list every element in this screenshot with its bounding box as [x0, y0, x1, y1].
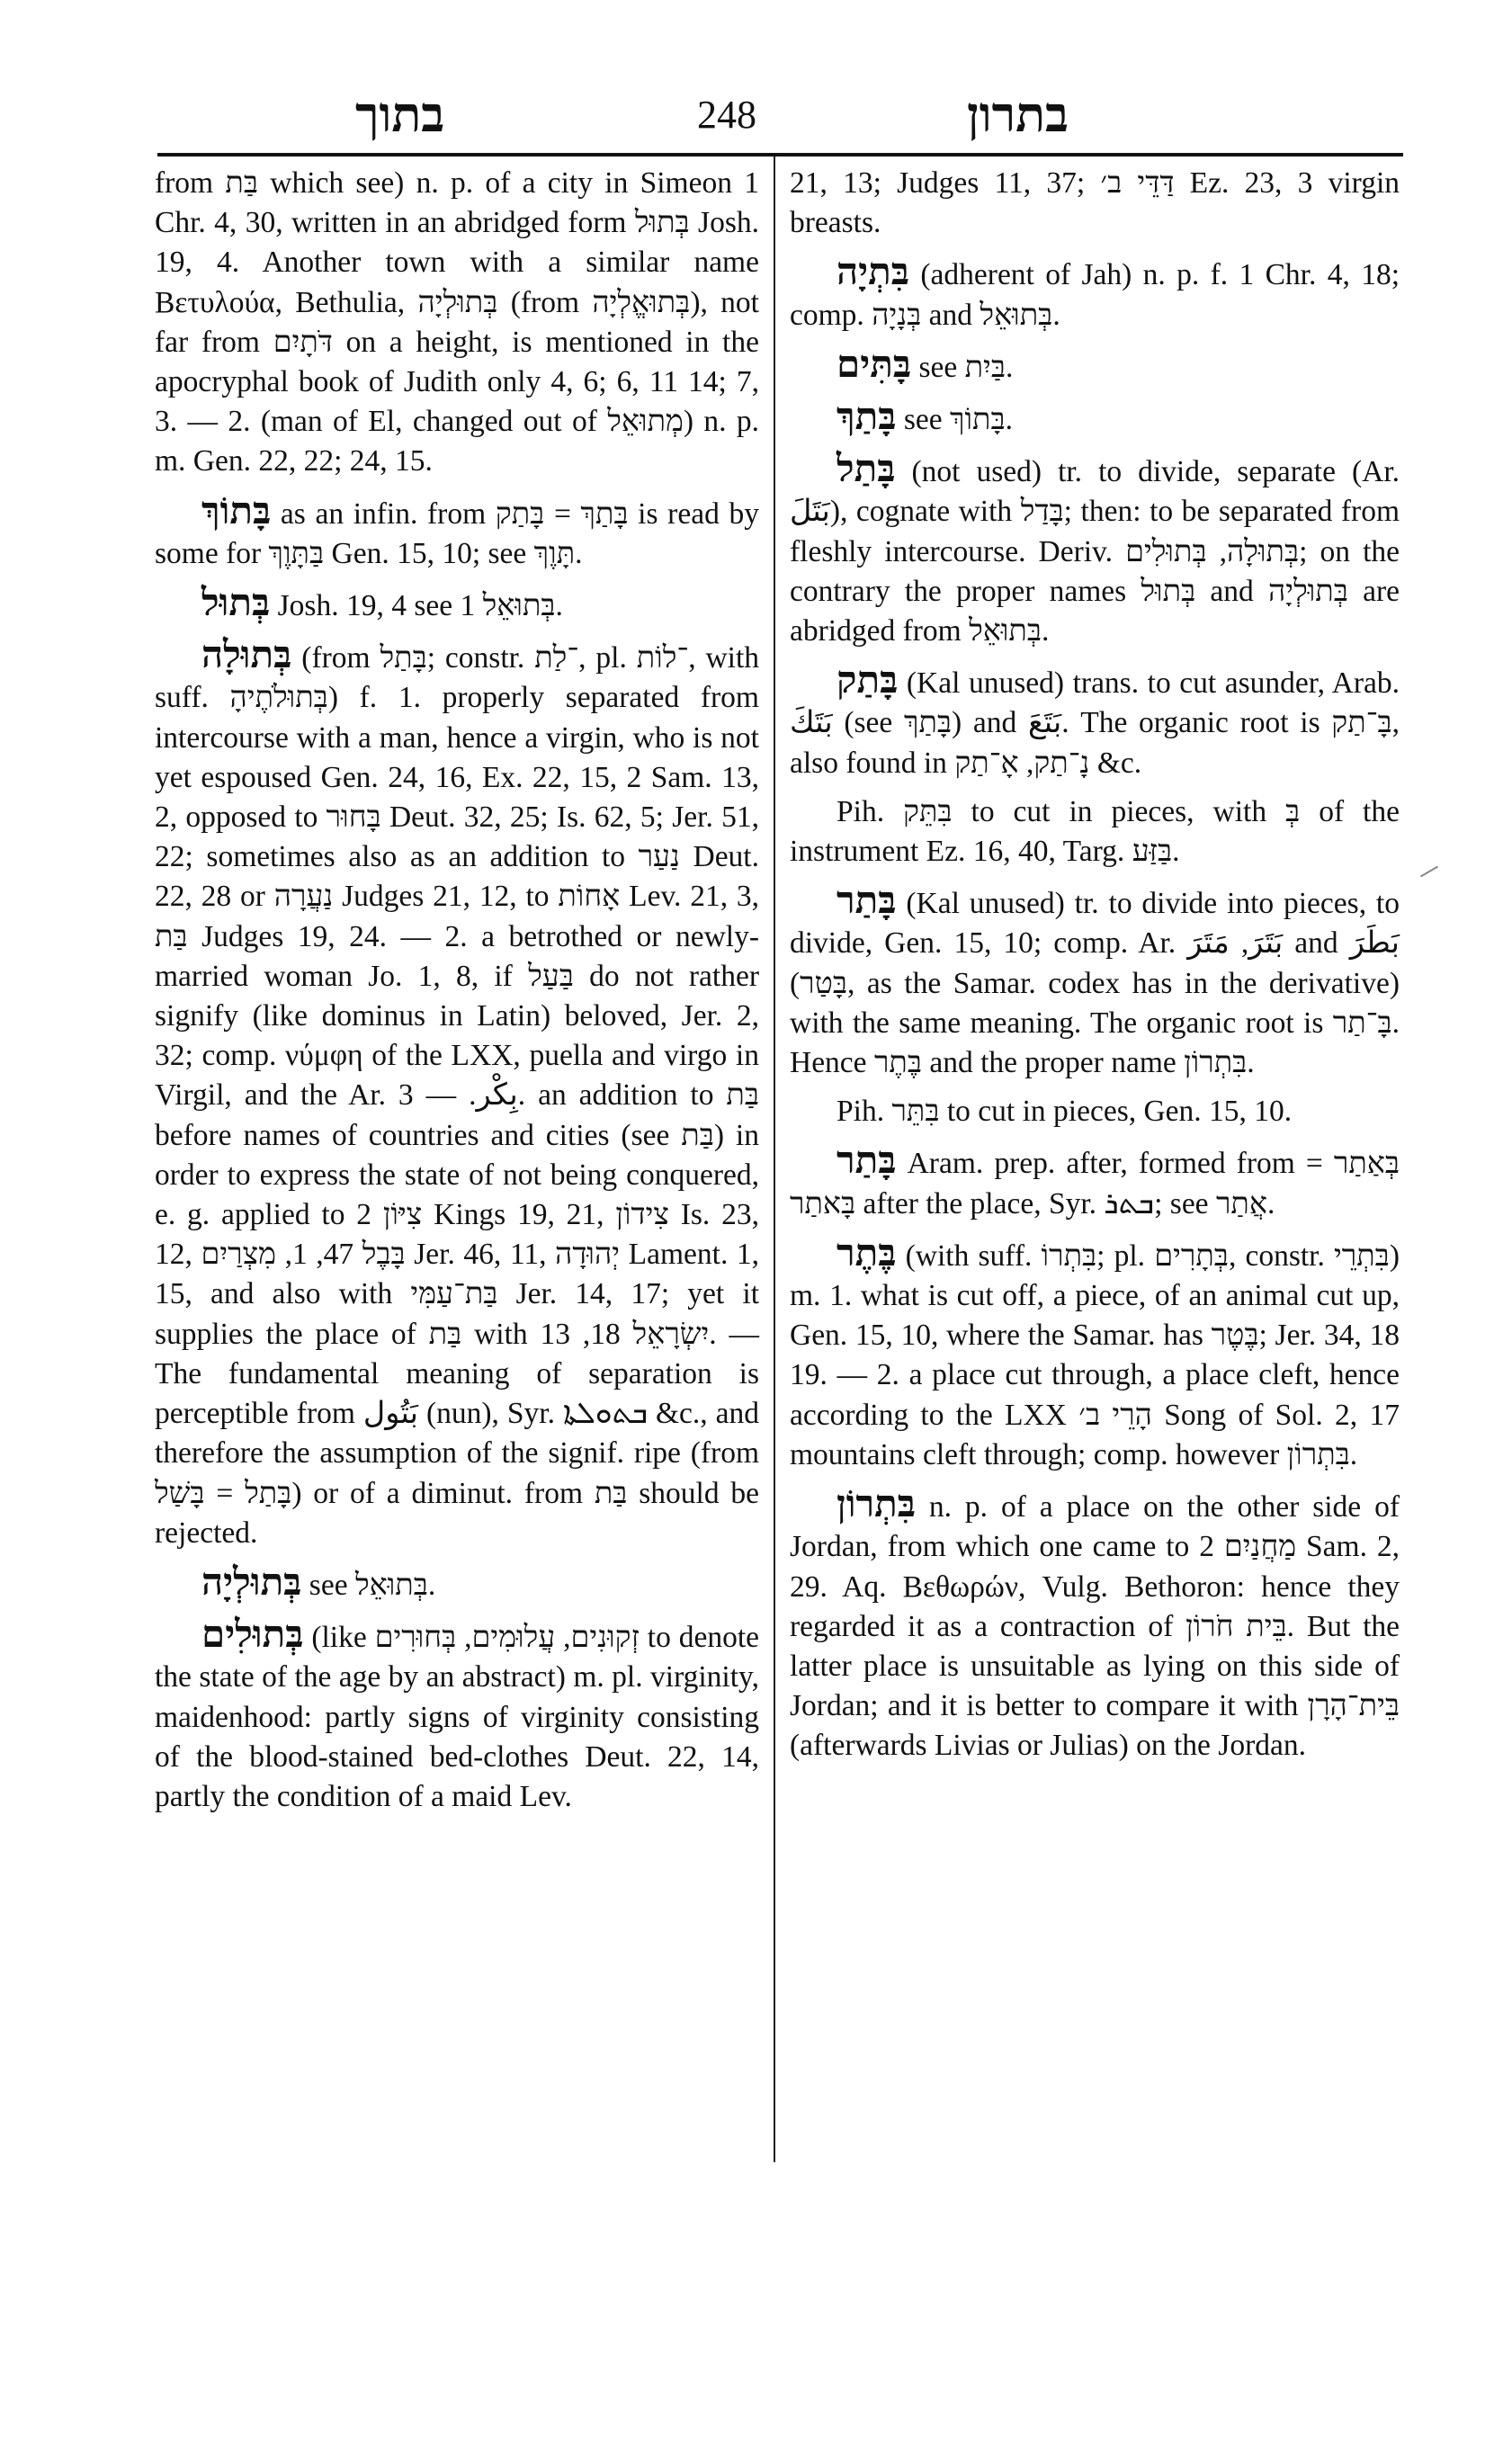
headword: בָּתַר [837, 878, 897, 923]
entry-text: as an infin. from בָּתַךְ = בָּתַק is read by some for בַּתָּוֶךְ Gen. 15, 10; see תָּוֶךְ. [155, 496, 759, 570]
entry-text: (with suff. בִּתְרוֹ; pl. בְּתָרִים, constr. בִּתְרֵי) m. 1. what is cut off, a piece, of an animal cut up, Gen. 15, 10, where the Samar. has בֶּטֶר; Jer. 34, 18 19. — 2. a place cut through, a place cleft, hence according to the LXX הָרֵי ב׳ Song of Sol. 2, 17 mountains cleft through; comp. however בִּתְרוֹן. [790, 1238, 1400, 1471]
entry-betulim [155, 1614, 759, 1817]
entry-batar [790, 878, 1400, 1083]
entry-batakh [790, 394, 1400, 440]
entry-text: Aram. prep. after, formed from בְּאַתַר = בָּאתַר after the place, Syr. ܒܬܪ; see אֲתַר. [790, 1147, 1400, 1221]
headword: בָּתַק [837, 657, 899, 702]
entry-bityah [790, 249, 1400, 335]
headword: בִּתְרוֹן [837, 1481, 916, 1526]
entry-bitron [790, 1481, 1400, 1766]
headword: בְּתוּל [201, 580, 271, 625]
entry-betulyah [155, 1559, 759, 1605]
entry-bataq [790, 657, 1400, 783]
headword: בְּתוּלְיָה [201, 1559, 302, 1604]
left-column [155, 164, 759, 1826]
entry-text: (Kal unused) tr. to divide into pieces, to divide, Gen. 15, 10; comp. Ar. بَتَرَ, مَتَرَ and بَطَرَ (בָּטַר, as the Samar. codex has in the derivative) with the same meaning. The organic root is בָּ־תַר. Hence בֶּתֶר and the proper name בִּתְרוֹן. [790, 887, 1400, 1080]
entry-battim [790, 341, 1400, 388]
entry-batokh [155, 487, 759, 574]
header-rule [157, 153, 1403, 156]
column-divider [774, 156, 775, 2162]
entry-text: Pih. בִּתֵּר to cut in pieces, Gen. 15, 10. [837, 1095, 1293, 1129]
entry-text: (from בָּתַל; constr. ־לַת, pl. ־לוֹת, with suff. בְּתוּלֹתֶיהָ) f. 1. properly separated from intercourse with a man, hence a virgin, who is not yet espoused Gen. 24, 16, Ex. 22, 15, 2 Sam. 13, 2, opposed to בָּחוּר Deut. 32, 25; Is. 62, 5; Jer. 51, 22; sometimes also as an addition to נַעַר Deut. 22, 28 or נַעֲרָה Judges 21, 12, to אָחוֹת Lev. 21, 3, בַּת Judges 19, 24. — 2. a betrothed or newly-married woman Jo. 1, 8, if בַּעַל do not rather signify (like dominus in Latin) beloved, Jer. 2, 32; comp. νύμφη of the LXX, puella and virgo in Virgil, and the Ar. بِكْر. — 3. an addition to בַּת before names of countries and cities (see בַּת) in order to express the state of not being conquered, e. g. applied to צִיּוֹן 2 Kings 19, 21, צִידוֹן Is. 23, 12, בָּבֶל 47, 1, מִצְרַיִם Jer. 46, 11, יְהוּדָה Lament. 1, 15, and also with בַּת־עַמִּי Jer. 14, 17; yet it supplies the place of בַּת with יִשְׂרָאֵל 18, 13. — The fundamental meaning of separation is perceptible from بَتُول (nun), Syr. ܒܬܘܠܬܐ &c., and therefore the assumption of the signif. ripe (from בָּתַל = בָּשַׁל) or of a diminut. from בַּת should be rejected. [155, 641, 760, 1550]
entry-batar-piel [790, 1092, 1400, 1131]
entry-bataq-piel [790, 792, 1400, 872]
entry-continuation [155, 164, 759, 482]
entry-batal [790, 446, 1400, 651]
entry-betulah [155, 632, 760, 1553]
catchword-right: בתרון [967, 85, 1069, 143]
headword: בָּתִּים [837, 341, 912, 386]
entry-continuation [790, 164, 1400, 243]
entry-betul [155, 580, 759, 626]
entry-text: 21, 13; Judges 11, 37; דַּדֵּי ב׳ Ez. 23, 3 virgin breasts. [790, 166, 1400, 240]
entry-beter [790, 1229, 1400, 1475]
entry-text: Josh. 19, 4 see בְּתוּאֵל 1. [277, 589, 563, 623]
entry-batar-aram [790, 1140, 1400, 1223]
entry-text: (adherent of Jah) n. p. f. 1 Chr. 4, 18; comp. בְּנָיָה and בְּתוּאֵל. [790, 258, 1400, 332]
headword: בָּתַר [837, 1138, 897, 1183]
right-column [790, 164, 1400, 1775]
entry-text: see בְּתוּאֵל. [309, 1568, 436, 1602]
headword: בְּתוּלָה [201, 632, 292, 677]
stray-mark [1420, 866, 1438, 878]
entry-text: n. p. of a place on the other side of Jordan, from which one came to מַחֲנַיִם 2 Sam. 2, 29. Aq. Βεθωρών, Vulg. Bethoron: hence they regarded it as a contraction of בֵּית חֹרוֹן. But the latter place is unsuitable as lying on this side of Jordan; and it is better to compare it with בֵּית־הָרָן (afterwards Livias or Julias) on the Jordan. [790, 1490, 1400, 1763]
entry-text: from בַּת which see) n. p. of a city in Simeon 1 Chr. 4, 30, written in an abridged form בְּתוּל Josh. 19, 4. Another town with a similar name Βετυλούα, Bethulia, בְּתוּלְיָה (from בְּתוּאֱלְיָה), not far from דֹּתָיִם on a height, is mentioned in the apocryphal book of Judith only 4, 6; 6, 11 14; 7, 3. — 2. (man of El, changed out of מְתוּאֵל) n. p. m. Gen. 22, 22; 24, 15. [155, 166, 760, 478]
entry-text: Pih. בִּתֵּק to cut in pieces, with בְּ of the instrument Ez. 16, 40, Targ. בַּזַּע. [790, 794, 1400, 869]
page-header [157, 83, 1399, 155]
entry-text: see בַּיִת. [918, 350, 1014, 384]
headword: בְּתוּלִים [201, 1612, 304, 1657]
headword: בִּתְיָה [837, 249, 910, 294]
headword: בֶּתֶר [837, 1229, 897, 1274]
entry-text: (not used) tr. to divide, separate (Ar. بَتَلَ), cognate with בָּדַל; then: to be separated from fleshly intercourse. Deriv. בְּתוּלָה, בְּתוּלִים; on the contrary the proper names בְּתוּל and בְּתוּלְיָה are abridged from בְּתוּאֵל. [790, 455, 1400, 648]
headword: בָּתַךְ [837, 394, 897, 439]
headword: בָּתוֹךְ [201, 487, 272, 532]
entry-text: (like זְקוּנִים, עֲלוּמִים, בְּחוּרִים to denote the state of the age by an abstract) m. pl. virginity, maidenhood: partly signs of virginity consisting of the blood-stained bed-clothes Deut. 22, 14, partly the condition of a maid Lev. [155, 1621, 759, 1813]
page-number: 248 [697, 93, 756, 137]
catchword-left: בתוך [355, 85, 445, 143]
headword: בָּתַל [837, 446, 896, 491]
entry-text: see בָּתוֹךְ. [903, 403, 1014, 437]
entry-text: (Kal unused) trans. to cut asunder, Arab. بَتَكَ (see בָּתַךְ) and بَتَعَ. The organic root is בָּ־תַק, also found in נָ־תַק, אָ־תַק &c. [790, 666, 1400, 780]
